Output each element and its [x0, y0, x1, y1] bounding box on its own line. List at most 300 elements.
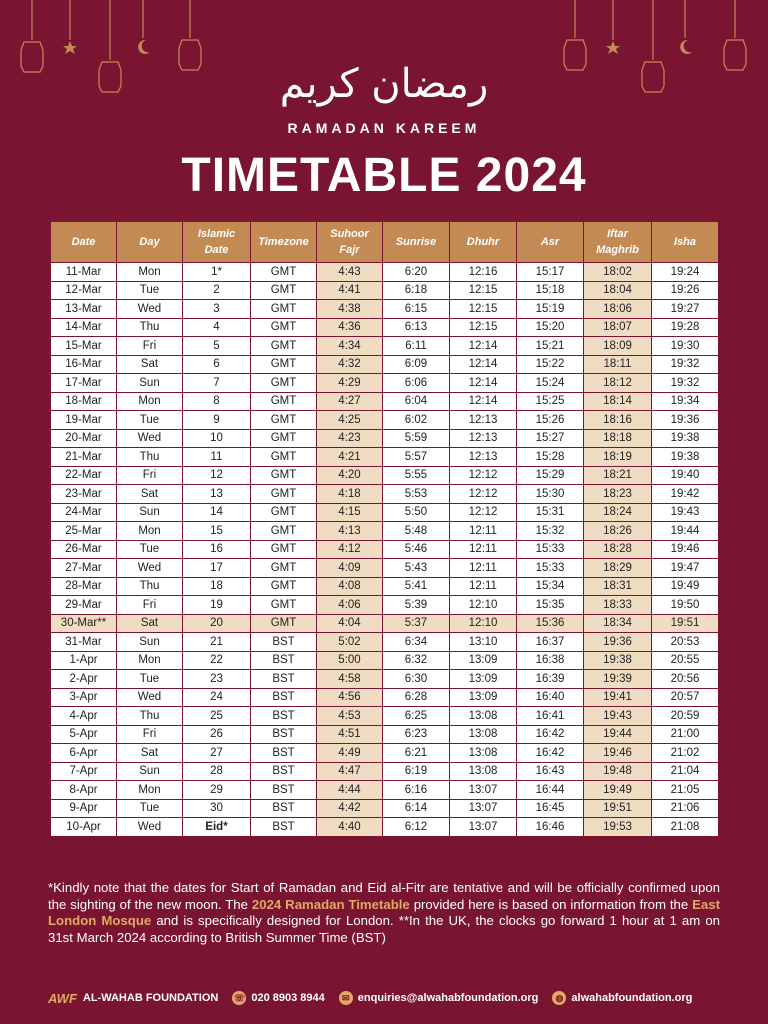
cell-iftar-maghrib: 18:11	[584, 355, 652, 374]
cell-timezone: GMT	[251, 300, 317, 319]
cell-islamic-date: 10	[183, 429, 251, 448]
cell-day: Tue	[117, 281, 183, 300]
table-row	[51, 392, 719, 411]
cell-day: Wed	[117, 429, 183, 448]
cell-timezone: BST	[251, 707, 317, 726]
cell-dhuhr: 12:12	[450, 466, 517, 485]
cell-sunrise: 6:14	[383, 799, 450, 818]
cell-sunrise: 5:41	[383, 577, 450, 596]
cell-islamic-date: 8	[183, 392, 251, 411]
table-row	[51, 818, 719, 837]
cell-asr: 16:37	[517, 633, 584, 652]
cell-dhuhr: 12:12	[450, 503, 517, 522]
table-row	[51, 503, 719, 522]
cell-timezone: GMT	[251, 522, 317, 541]
cell-dhuhr: 12:13	[450, 448, 517, 467]
cell-day: Fri	[117, 596, 183, 615]
cell-sunrise: 6:16	[383, 781, 450, 800]
table-row	[51, 762, 719, 781]
cell-sunrise: 6:15	[383, 300, 450, 319]
table-row	[51, 466, 719, 485]
cell-islamic-date: 15	[183, 522, 251, 541]
cell-day: Fri	[117, 725, 183, 744]
table-row	[51, 799, 719, 818]
cell-suhoor-fajr: 4:23	[317, 429, 383, 448]
cell-suhoor-fajr: 4:58	[317, 670, 383, 689]
cell-isha: 19:38	[652, 429, 719, 448]
cell-day: Mon	[117, 263, 183, 282]
cell-timezone: GMT	[251, 466, 317, 485]
table-row	[51, 540, 719, 559]
cell-isha: 21:08	[652, 818, 719, 837]
table-row	[51, 596, 719, 615]
cell-sunrise: 5:59	[383, 429, 450, 448]
header-dhuhr: Dhuhr	[450, 222, 517, 263]
cell-islamic-date: 26	[183, 725, 251, 744]
note-text-1: *Kindly note that the dates for Start of Ramadan and Eid al-Fitr are tentative and will be officially confirmed upon the sighting of the new moon. The	[48, 880, 720, 912]
cell-iftar-maghrib: 18:29	[584, 559, 652, 578]
cell-date: 15-Mar	[51, 337, 117, 356]
cell-suhoor-fajr: 4:41	[317, 281, 383, 300]
phone-number: 020 8903 8944	[251, 992, 325, 1004]
table-row	[51, 485, 719, 504]
header-timezone: Timezone	[251, 222, 317, 263]
cell-asr: 15:28	[517, 448, 584, 467]
header-iftar-maghrib: Iftar Maghrib	[584, 222, 652, 263]
globe-icon: ◍	[552, 991, 566, 1005]
cell-asr: 15:33	[517, 559, 584, 578]
cell-iftar-maghrib: 18:07	[584, 318, 652, 337]
cell-timezone: BST	[251, 799, 317, 818]
table-row	[51, 429, 719, 448]
cell-date: 10-Apr	[51, 818, 117, 837]
cell-date: 3-Apr	[51, 688, 117, 707]
cell-isha: 21:02	[652, 744, 719, 763]
cell-sunrise: 6:02	[383, 411, 450, 430]
cell-timezone: BST	[251, 744, 317, 763]
cell-date: 18-Mar	[51, 392, 117, 411]
cell-date: 1-Apr	[51, 651, 117, 670]
cell-suhoor-fajr: 4:27	[317, 392, 383, 411]
table-row	[51, 522, 719, 541]
cell-date: 13-Mar	[51, 300, 117, 319]
cell-timezone: GMT	[251, 559, 317, 578]
email-icon: ✉	[339, 991, 353, 1005]
cell-suhoor-fajr: 4:20	[317, 466, 383, 485]
cell-timezone: BST	[251, 633, 317, 652]
timetable-body	[51, 263, 719, 837]
cell-day: Sun	[117, 503, 183, 522]
cell-timezone: GMT	[251, 374, 317, 393]
cell-islamic-date: 3	[183, 300, 251, 319]
cell-isha: 19:43	[652, 503, 719, 522]
cell-isha: 19:30	[652, 337, 719, 356]
cell-suhoor-fajr: 4:29	[317, 374, 383, 393]
cell-isha: 20:56	[652, 670, 719, 689]
cell-date: 19-Mar	[51, 411, 117, 430]
cell-suhoor-fajr: 4:43	[317, 263, 383, 282]
cell-iftar-maghrib: 18:26	[584, 522, 652, 541]
cell-sunrise: 6:11	[383, 337, 450, 356]
cell-iftar-maghrib: 18:28	[584, 540, 652, 559]
cell-asr: 16:39	[517, 670, 584, 689]
cell-iftar-maghrib: 18:34	[584, 614, 652, 633]
cell-islamic-date: 29	[183, 781, 251, 800]
cell-timezone: GMT	[251, 263, 317, 282]
cell-iftar-maghrib: 18:04	[584, 281, 652, 300]
cell-asr: 15:19	[517, 300, 584, 319]
cell-iftar-maghrib: 18:18	[584, 429, 652, 448]
cell-date: 26-Mar	[51, 540, 117, 559]
cell-islamic-date: 23	[183, 670, 251, 689]
table-row	[51, 355, 719, 374]
table-row	[51, 577, 719, 596]
cell-islamic-date: 16	[183, 540, 251, 559]
cell-iftar-maghrib: 19:43	[584, 707, 652, 726]
cell-iftar-maghrib: 18:09	[584, 337, 652, 356]
cell-isha: 19:46	[652, 540, 719, 559]
foundation-name: AL-WAHAB FOUNDATION	[82, 992, 219, 1004]
cell-isha: 19:42	[652, 485, 719, 504]
cell-dhuhr: 12:16	[450, 263, 517, 282]
cell-day: Thu	[117, 707, 183, 726]
cell-asr: 16:38	[517, 651, 584, 670]
cell-islamic-date: 21	[183, 633, 251, 652]
cell-iftar-maghrib: 18:24	[584, 503, 652, 522]
cell-iftar-maghrib: 18:21	[584, 466, 652, 485]
cell-islamic-date: 22	[183, 651, 251, 670]
cell-sunrise: 5:48	[383, 522, 450, 541]
cell-dhuhr: 13:09	[450, 688, 517, 707]
cell-date: 9-Apr	[51, 799, 117, 818]
cell-asr: 15:31	[517, 503, 584, 522]
cell-islamic-date: 7	[183, 374, 251, 393]
cell-timezone: GMT	[251, 577, 317, 596]
cell-suhoor-fajr: 4:34	[317, 337, 383, 356]
cell-date: 29-Mar	[51, 596, 117, 615]
table-row	[51, 614, 719, 633]
cell-isha: 19:24	[652, 263, 719, 282]
cell-iftar-maghrib: 18:14	[584, 392, 652, 411]
cell-suhoor-fajr: 4:21	[317, 448, 383, 467]
cell-dhuhr: 12:14	[450, 392, 517, 411]
cell-asr: 15:21	[517, 337, 584, 356]
header-day: Day	[117, 222, 183, 263]
cell-day: Wed	[117, 559, 183, 578]
cell-timezone: BST	[251, 670, 317, 689]
cell-asr: 15:20	[517, 318, 584, 337]
cell-sunrise: 6:19	[383, 762, 450, 781]
cell-date: 28-Mar	[51, 577, 117, 596]
cell-suhoor-fajr: 4:44	[317, 781, 383, 800]
cell-date: 8-Apr	[51, 781, 117, 800]
cell-dhuhr: 12:10	[450, 596, 517, 615]
cell-suhoor-fajr: 4:04	[317, 614, 383, 633]
cell-date: 21-Mar	[51, 448, 117, 467]
cell-islamic-date: 1*	[183, 263, 251, 282]
cell-date: 14-Mar	[51, 318, 117, 337]
ramadan-calligraphy-logo: رمضان كريم	[279, 61, 489, 107]
cell-dhuhr: 13:07	[450, 781, 517, 800]
cell-timezone: GMT	[251, 503, 317, 522]
cell-dhuhr: 13:08	[450, 762, 517, 781]
cell-islamic-date: 2	[183, 281, 251, 300]
cell-islamic-date: 30	[183, 799, 251, 818]
cell-asr: 16:43	[517, 762, 584, 781]
cell-dhuhr: 12:15	[450, 318, 517, 337]
cell-day: Thu	[117, 318, 183, 337]
cell-iftar-maghrib: 19:36	[584, 633, 652, 652]
cell-isha: 19:51	[652, 614, 719, 633]
cell-suhoor-fajr: 4:25	[317, 411, 383, 430]
table-row	[51, 670, 719, 689]
cell-date: 31-Mar	[51, 633, 117, 652]
cell-isha: 19:36	[652, 411, 719, 430]
header-sunrise: Sunrise	[383, 222, 450, 263]
cell-sunrise: 5:55	[383, 466, 450, 485]
cell-date: 17-Mar	[51, 374, 117, 393]
phone-contact[interactable]	[232, 991, 324, 1005]
cell-day: Sat	[117, 485, 183, 504]
cell-suhoor-fajr: 4:32	[317, 355, 383, 374]
cell-iftar-maghrib: 19:39	[584, 670, 652, 689]
cell-islamic-date: 28	[183, 762, 251, 781]
cell-dhuhr: 13:08	[450, 725, 517, 744]
cell-day: Mon	[117, 522, 183, 541]
cell-date: 23-Mar	[51, 485, 117, 504]
cell-sunrise: 6:34	[383, 633, 450, 652]
cell-timezone: GMT	[251, 485, 317, 504]
cell-isha: 19:34	[652, 392, 719, 411]
timetable	[50, 221, 719, 837]
cell-timezone: GMT	[251, 429, 317, 448]
cell-islamic-date: 4	[183, 318, 251, 337]
cell-iftar-maghrib: 18:06	[584, 300, 652, 319]
cell-islamic-date: 11	[183, 448, 251, 467]
cell-asr: 15:25	[517, 392, 584, 411]
table-row	[51, 374, 719, 393]
cell-iftar-maghrib: 19:51	[584, 799, 652, 818]
cell-islamic-date: 14	[183, 503, 251, 522]
cell-date: 30-Mar**	[51, 614, 117, 633]
cell-dhuhr: 12:11	[450, 559, 517, 578]
cell-date: 22-Mar	[51, 466, 117, 485]
cell-islamic-date: Eid*	[183, 818, 251, 837]
cell-sunrise: 5:46	[383, 540, 450, 559]
phone-icon: ☏	[233, 993, 245, 1003]
cell-sunrise: 6:12	[383, 818, 450, 837]
cell-sunrise: 6:09	[383, 355, 450, 374]
cell-timezone: BST	[251, 651, 317, 670]
cell-iftar-maghrib: 19:38	[584, 651, 652, 670]
cell-asr: 16:44	[517, 781, 584, 800]
cell-day: Tue	[117, 411, 183, 430]
cell-date: 11-Mar	[51, 263, 117, 282]
cell-suhoor-fajr: 4:38	[317, 300, 383, 319]
cell-iftar-maghrib: 18:23	[584, 485, 652, 504]
timetable-header-row	[51, 222, 719, 263]
cell-dhuhr: 12:13	[450, 411, 517, 430]
cell-timezone: GMT	[251, 411, 317, 430]
cell-day: Thu	[117, 448, 183, 467]
cell-islamic-date: 19	[183, 596, 251, 615]
cell-iftar-maghrib: 18:16	[584, 411, 652, 430]
website-link[interactable]	[552, 991, 692, 1005]
cell-asr: 15:27	[517, 429, 584, 448]
cell-dhuhr: 12:11	[450, 577, 517, 596]
table-row	[51, 448, 719, 467]
cell-isha: 21:00	[652, 725, 719, 744]
cell-isha: 19:50	[652, 596, 719, 615]
cell-timezone: GMT	[251, 596, 317, 615]
cell-dhuhr: 12:11	[450, 522, 517, 541]
cell-isha: 20:57	[652, 688, 719, 707]
note-text-3: and is specifically designed for London. **In the UK, the clocks go forward 1 hour at 1 am on 31st March 2024 according to British Summer Time (BST)	[48, 913, 720, 945]
table-row	[51, 559, 719, 578]
disclaimer-note	[48, 880, 720, 946]
cell-dhuhr: 13:10	[450, 633, 517, 652]
cell-day: Wed	[117, 688, 183, 707]
cell-asr: 16:40	[517, 688, 584, 707]
table-row	[51, 263, 719, 282]
cell-dhuhr: 13:08	[450, 744, 517, 763]
cell-date: 12-Mar	[51, 281, 117, 300]
cell-suhoor-fajr: 4:47	[317, 762, 383, 781]
cell-dhuhr: 12:14	[450, 337, 517, 356]
cell-asr: 15:26	[517, 411, 584, 430]
cell-sunrise: 5:37	[383, 614, 450, 633]
cell-suhoor-fajr: 5:00	[317, 651, 383, 670]
cell-dhuhr: 12:15	[450, 281, 517, 300]
cell-dhuhr: 12:10	[450, 614, 517, 633]
cell-iftar-maghrib: 19:48	[584, 762, 652, 781]
cell-asr: 16:42	[517, 725, 584, 744]
cell-timezone: GMT	[251, 355, 317, 374]
cell-dhuhr: 12:11	[450, 540, 517, 559]
cell-dhuhr: 13:09	[450, 670, 517, 689]
cell-isha: 19:38	[652, 448, 719, 467]
cell-sunrise: 6:20	[383, 263, 450, 282]
cell-islamic-date: 18	[183, 577, 251, 596]
cell-suhoor-fajr: 4:49	[317, 744, 383, 763]
email-address: enquiries@alwahabfoundation.org	[357, 992, 539, 1004]
cell-sunrise: 6:06	[383, 374, 450, 393]
cell-day: Sat	[117, 355, 183, 374]
cell-islamic-date: 27	[183, 744, 251, 763]
footer	[48, 988, 720, 1008]
cell-suhoor-fajr: 4:36	[317, 318, 383, 337]
cell-asr: 15:24	[517, 374, 584, 393]
cell-suhoor-fajr: 4:15	[317, 503, 383, 522]
cell-suhoor-fajr: 4:12	[317, 540, 383, 559]
cell-isha: 21:04	[652, 762, 719, 781]
table-row	[51, 651, 719, 670]
cell-isha: 21:05	[652, 781, 719, 800]
cell-asr: 15:22	[517, 355, 584, 374]
header-asr: Asr	[517, 222, 584, 263]
cell-islamic-date: 20	[183, 614, 251, 633]
header-islamic-date: Islamic Date	[183, 222, 251, 263]
cell-day: Sat	[117, 744, 183, 763]
cell-suhoor-fajr: 4:06	[317, 596, 383, 615]
cell-date: 6-Apr	[51, 744, 117, 763]
cell-asr: 15:32	[517, 522, 584, 541]
cell-date: 4-Apr	[51, 707, 117, 726]
cell-iftar-maghrib: 18:31	[584, 577, 652, 596]
cell-isha: 19:32	[652, 355, 719, 374]
cell-suhoor-fajr: 4:51	[317, 725, 383, 744]
cell-islamic-date: 17	[183, 559, 251, 578]
cell-sunrise: 6:21	[383, 744, 450, 763]
cell-asr: 15:30	[517, 485, 584, 504]
cell-sunrise: 5:43	[383, 559, 450, 578]
cell-timezone: GMT	[251, 448, 317, 467]
cell-islamic-date: 6	[183, 355, 251, 374]
cell-date: 25-Mar	[51, 522, 117, 541]
cell-isha: 20:55	[652, 651, 719, 670]
cell-suhoor-fajr: 4:53	[317, 707, 383, 726]
cell-suhoor-fajr: 4:56	[317, 688, 383, 707]
cell-isha: 20:53	[652, 633, 719, 652]
cell-sunrise: 6:23	[383, 725, 450, 744]
cell-iftar-maghrib: 18:33	[584, 596, 652, 615]
table-row	[51, 707, 719, 726]
foundation-logo: AWF	[48, 990, 77, 1006]
cell-dhuhr: 12:14	[450, 374, 517, 393]
cell-sunrise: 5:50	[383, 503, 450, 522]
table-row	[51, 300, 719, 319]
website-url: alwahabfoundation.org	[571, 992, 693, 1004]
cell-isha: 21:06	[652, 799, 719, 818]
cell-sunrise: 6:28	[383, 688, 450, 707]
cell-suhoor-fajr: 4:18	[317, 485, 383, 504]
cell-timezone: BST	[251, 781, 317, 800]
email-contact[interactable]	[339, 991, 539, 1005]
cell-islamic-date: 13	[183, 485, 251, 504]
header-isha: Isha	[652, 222, 719, 263]
cell-isha: 19:26	[652, 281, 719, 300]
cell-iftar-maghrib: 18:19	[584, 448, 652, 467]
cell-date: 16-Mar	[51, 355, 117, 374]
cell-isha: 19:49	[652, 577, 719, 596]
note-highlight-mosque: East London Mosque	[48, 896, 720, 928]
cell-timezone: GMT	[251, 337, 317, 356]
note-highlight-timetable: 2024 Ramadan Timetable	[251, 896, 410, 912]
page-title: TIMETABLE 2024	[181, 149, 587, 202]
cell-isha: 19:40	[652, 466, 719, 485]
cell-asr: 15:36	[517, 614, 584, 633]
cell-suhoor-fajr: 4:08	[317, 577, 383, 596]
cell-day: Mon	[117, 392, 183, 411]
cell-sunrise: 5:53	[383, 485, 450, 504]
cell-timezone: GMT	[251, 281, 317, 300]
cell-asr: 15:18	[517, 281, 584, 300]
table-row	[51, 744, 719, 763]
cell-iftar-maghrib: 19:53	[584, 818, 652, 837]
cell-isha: 19:47	[652, 559, 719, 578]
cell-timezone: GMT	[251, 540, 317, 559]
table-row	[51, 337, 719, 356]
cell-day: Mon	[117, 651, 183, 670]
cell-dhuhr: 13:09	[450, 651, 517, 670]
cell-isha: 19:44	[652, 522, 719, 541]
cell-isha: 19:32	[652, 374, 719, 393]
cell-suhoor-fajr: 4:09	[317, 559, 383, 578]
cell-day: Mon	[117, 781, 183, 800]
cell-day: Sun	[117, 762, 183, 781]
cell-islamic-date: 25	[183, 707, 251, 726]
cell-iftar-maghrib: 19:46	[584, 744, 652, 763]
